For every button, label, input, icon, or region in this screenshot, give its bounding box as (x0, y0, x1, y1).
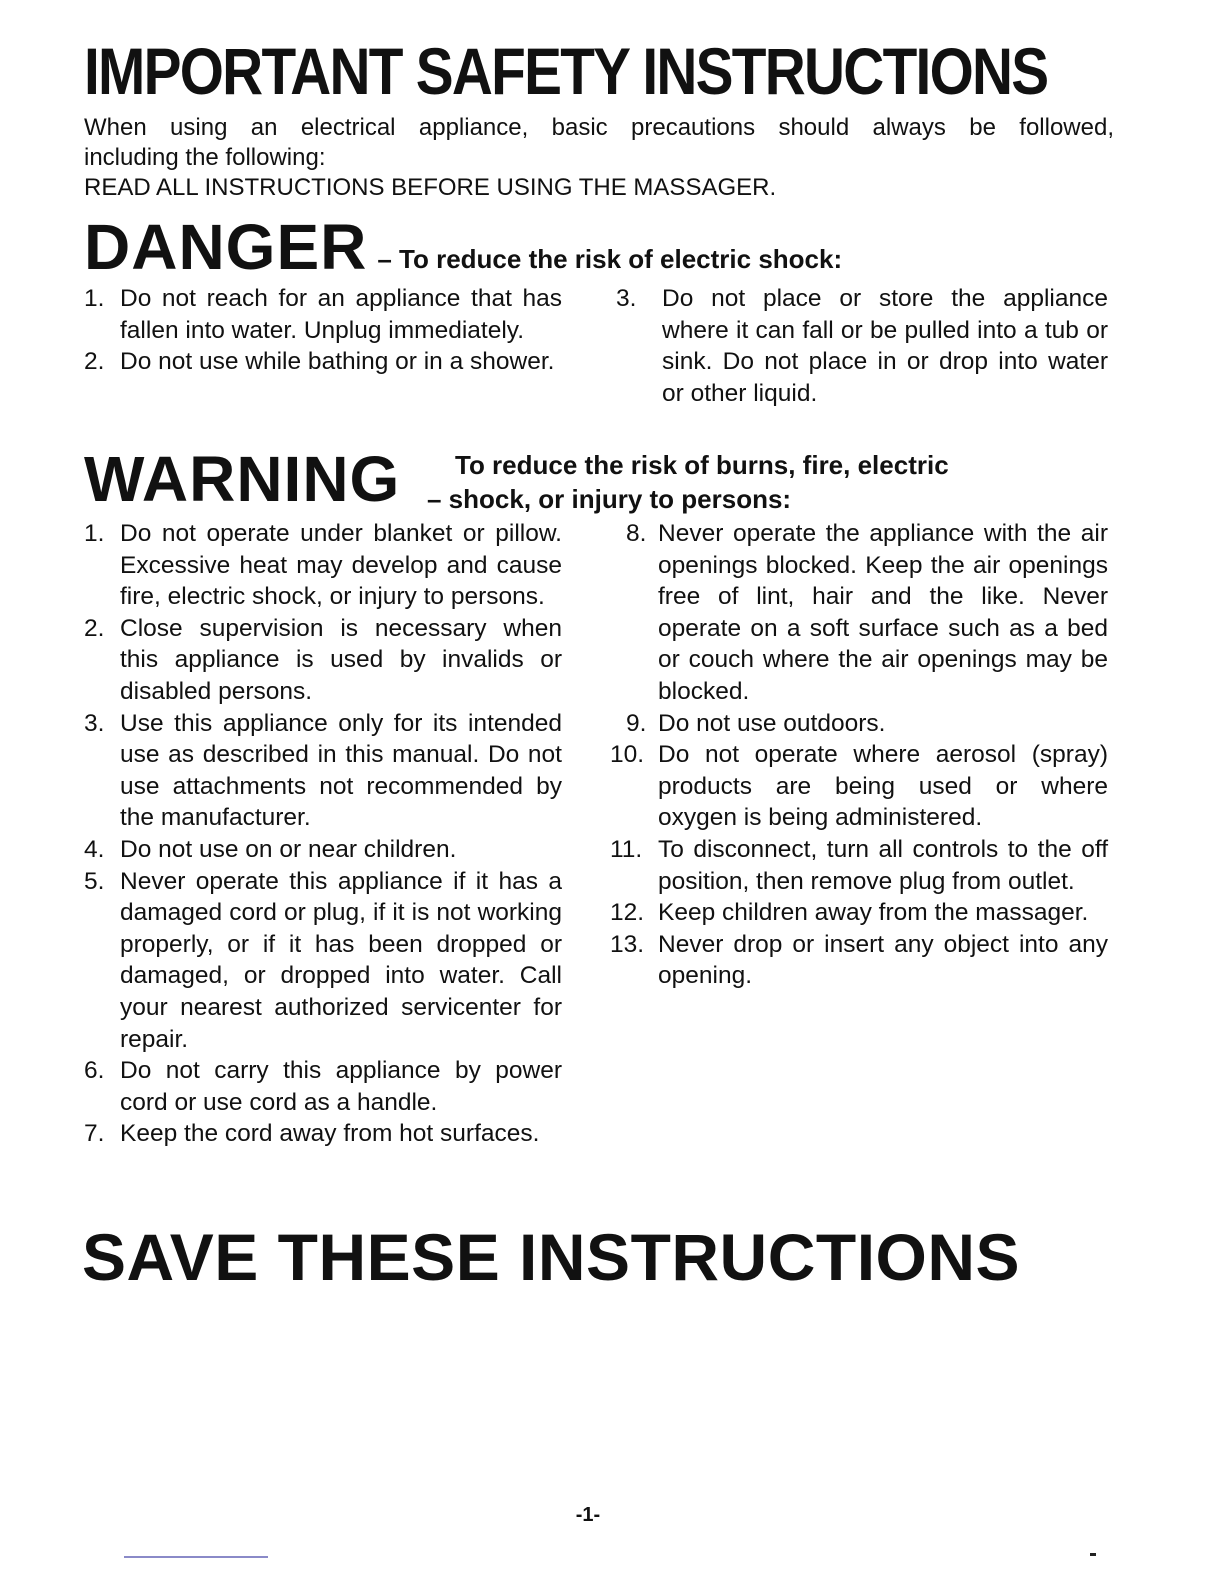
danger-subheading: – To reduce the risk of electric shock: (377, 244, 843, 274)
danger-heading-row (84, 211, 843, 283)
list-item (616, 283, 1108, 409)
list-item (84, 346, 562, 378)
page-title: IMPORTANT SAFETY INSTRUCTIONS (84, 34, 1048, 108)
item-text: Do not operate under blanket or pillow. Excessive heat may develop and cause fire, electric shock, or injury to persons. (120, 520, 562, 611)
item-text: Keep children away from the massager. (658, 899, 1089, 927)
item-number: 7. (84, 1120, 105, 1148)
item-text: Use this appliance only for its intended use as described in this manual. Do not use attachments not recommended by the manufacturer. (120, 709, 562, 832)
warning-list-right (610, 518, 1108, 992)
list-item (84, 518, 562, 613)
warning-subheading-line-1: To reduce the risk of burns, fire, electric (455, 450, 949, 480)
item-number: 8. (626, 520, 647, 547)
warning-subheading (427, 448, 949, 516)
intro-line-2: including the following: (84, 144, 326, 171)
bottom-rule (124, 1556, 268, 1558)
item-number: 5. (84, 867, 105, 895)
list-item (84, 1055, 562, 1118)
list-item (84, 613, 562, 708)
list-item (84, 834, 562, 866)
intro-line-3: READ ALL INSTRUCTIONS BEFORE USING THE MASSAGER. (84, 174, 777, 201)
item-number: 11. (610, 835, 643, 863)
list-item (610, 518, 1108, 708)
corner-mark (1090, 1553, 1096, 1556)
item-text: Do not use while bathing or in a shower. (120, 348, 555, 376)
item-number: 2. (84, 348, 105, 376)
item-text: Do not operate where aerosol (spray) products are being used or where oxygen is being administered. (658, 741, 1108, 832)
danger-heading: DANGER (84, 211, 368, 283)
intro-paragraph (84, 113, 1114, 203)
item-text: Keep the cord away from hot surfaces. (120, 1120, 540, 1148)
item-number: 2. (84, 614, 105, 642)
item-number: 1. (84, 520, 105, 547)
item-text: Do not place or store the appliance where it can fall or be pulled into a tub or sink. Do not place in or drop into water or other liquid. (662, 285, 1108, 407)
item-number: 1. (84, 285, 105, 312)
danger-list-right (616, 283, 1108, 409)
item-number: 12. (610, 899, 645, 927)
item-number: 3. (616, 285, 637, 312)
danger-list-left (84, 283, 562, 378)
warning-heading: WARNING (84, 443, 401, 515)
item-number: 9. (626, 709, 647, 737)
page-number: -1- (575, 1504, 601, 1526)
item-text: Close supervision is necessary when this appliance is used by invalids or disabled persons. (120, 614, 562, 705)
list-item (610, 739, 1108, 834)
save-instructions-heading: SAVE THESE INSTRUCTIONS (82, 1220, 1021, 1294)
intro-line-1: When using an electrical appliance, basic precautions should always be followed, (84, 114, 1114, 141)
list-item (610, 834, 1108, 897)
item-text: Do not use outdoors. (658, 709, 886, 737)
item-number: 3. (84, 709, 105, 737)
warning-list-left (84, 518, 562, 1150)
warning-heading-row (84, 443, 401, 515)
item-number: 10. (610, 741, 645, 769)
item-text: Do not reach for an appliance that has fallen into water. Unplug immediately. (120, 285, 562, 344)
item-text: Never operate this appliance if it has a damaged cord or plug, if it is not working properly, or if it has been dropped or damaged, or dropped into water. Call your nearest authorized servicenter for repair. (120, 867, 562, 1053)
item-number: 13. (610, 930, 645, 958)
list-item (84, 708, 562, 834)
list-item (610, 708, 1108, 740)
item-text: Do not carry this appliance by power cord or use cord as a handle. (120, 1057, 562, 1116)
list-item (84, 1118, 562, 1150)
item-text: Do not use on or near children. (120, 835, 457, 863)
item-number: 6. (84, 1057, 105, 1085)
list-item (84, 283, 562, 346)
list-item (610, 929, 1108, 992)
list-item (610, 897, 1108, 929)
list-item (84, 866, 562, 1056)
item-text: Never drop or insert any object into any opening. (658, 930, 1108, 990)
item-number: 4. (84, 835, 105, 863)
item-text: Never operate the appliance with the air openings blocked. Keep the air openings free of lint, hair and the like. Never operate on a soft surface such as a bed or couch where the air openings may be blocked. (658, 520, 1108, 705)
item-text: To disconnect, turn all controls to the off position, then remove plug from outlet. (658, 835, 1108, 895)
warning-subheading-line-2: – shock, or injury to persons: (427, 484, 792, 514)
